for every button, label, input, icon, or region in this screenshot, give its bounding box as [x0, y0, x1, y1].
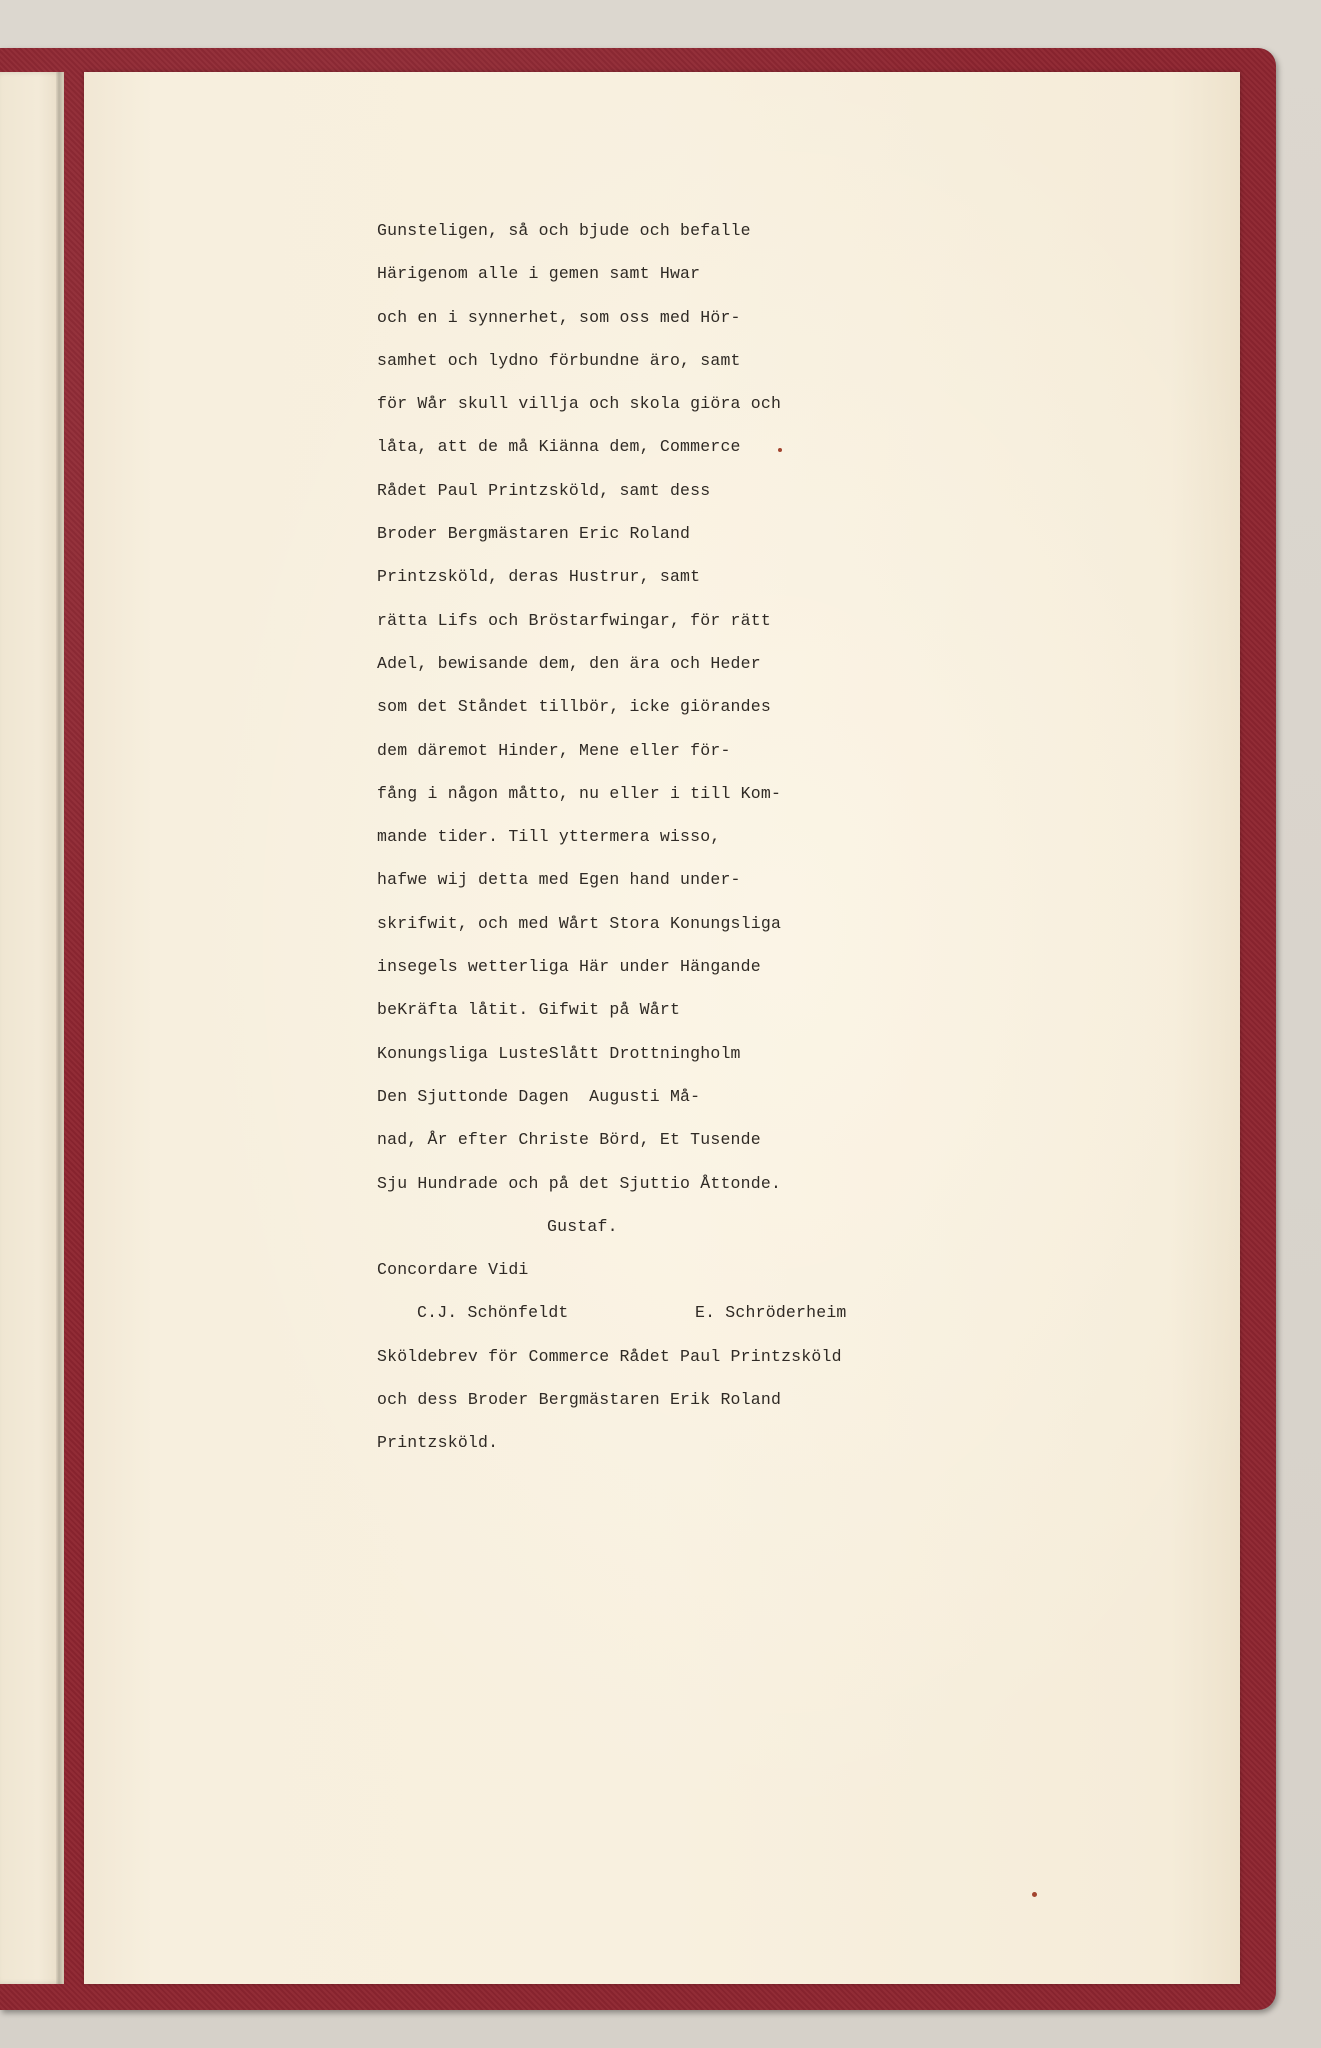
text-line: dem däremot Hinder, Mene eller för- [377, 740, 731, 760]
text-line: Adel, bewisande dem, den ära och Heder [377, 653, 761, 673]
text-line: Rådet Paul Printzsköld, samt dess [377, 480, 711, 500]
countersignatures [377, 1291, 997, 1334]
text-line: beKräfta låtit. Gifwit på Wårt [377, 1000, 681, 1020]
caption-line: Printzsköld. [377, 1433, 499, 1453]
text-line: Den Sjuttonde Dagen Augusti Må- [377, 1086, 701, 1106]
royal-signature: Gustaf. [547, 1216, 618, 1236]
text-line: Härigenom alle i gemen samt Hwar [377, 264, 701, 284]
text-line: hafwe wij detta med Egen hand under- [377, 870, 741, 890]
text-line: för Wår skull villja och skola giöra och [377, 394, 782, 414]
text-line: som det Ståndet tillbör, icke giörandes [377, 697, 771, 717]
left-page-edge [0, 72, 64, 1984]
binding-crease [56, 72, 62, 1984]
text-line: Sju Hundrade och på det Sjuttio Åttonde. [377, 1173, 782, 1193]
text-line: skrifwit, och med Wårt Stora Konungsliga [377, 913, 782, 933]
caption-line: och dess Broder Bergmästaren Erik Roland [377, 1390, 782, 1410]
typed-text [377, 209, 997, 1465]
text-line: låta, att de må Kiänna dem, Commerce [377, 437, 741, 457]
text-line: insegels wetterliga Här under Hängande [377, 957, 761, 977]
text-line: Broder Bergmästaren Eric Roland [377, 524, 691, 544]
concordare-line: Concordare Vidi [377, 1260, 529, 1280]
text-line: och en i synnerhet, som oss med Hör- [377, 307, 741, 327]
text-line: fång i någon måtto, nu eller i till Kom- [377, 783, 782, 803]
text-line: Gunsteligen, så och bjude och befalle [377, 221, 751, 240]
text-line: Printzsköld, deras Hustrur, samt [377, 567, 701, 587]
text-line: rätta Lifs och Bröstarfwingar, för rätt [377, 610, 771, 630]
text-line: Konungsliga LusteSlått Drottningholm [377, 1043, 741, 1063]
countersign-right: E. Schröderheim [695, 1303, 847, 1323]
countersign-left: C.J. Schönfeldt [417, 1303, 569, 1323]
text-line: mande tider. Till yttermera wisso, [377, 827, 721, 847]
document-page [84, 72, 1240, 1984]
text-line: nad, År efter Christe Börd, Et Tusende [377, 1130, 761, 1150]
paper-speck [1032, 1892, 1037, 1897]
caption-line: Sköldebrev för Commerce Rådet Paul Printzsköld [377, 1346, 842, 1366]
text-line: samhet och lydno förbundne äro, samt [377, 350, 741, 370]
